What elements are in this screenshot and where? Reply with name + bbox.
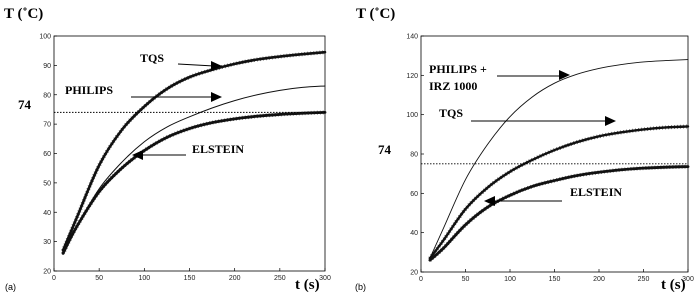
x-tick-label-a-4: 200 [228,275,241,282]
x-tick-label-b-5: 250 [637,276,650,283]
x-tick-label-a-1: 50 [95,275,104,282]
svg-text:ELSTEIN: ELSTEIN [570,185,623,199]
reference-label-b: 74 [378,142,391,157]
series-markers-a-elstein [63,112,325,253]
svg-text:PHILIPS +: PHILIPS + [429,62,487,76]
y-axis-title-a: T (˚C) [4,6,44,22]
tick-group-a [39,34,331,283]
x-tick-label-b-4: 200 [593,276,605,283]
svg-text:TQS: TQS [439,106,464,120]
x-tick-label-b-1: 50 [461,276,470,283]
y-tick-label-a-6: 80 [43,92,51,100]
y-tick-label-a-3: 50 [43,180,51,188]
y-tick-label-b-2: 60 [410,190,418,198]
annotation-philips-irz-b [429,62,570,93]
x-tick-label-a-5: 250 [273,275,286,282]
y-tick-label-b-6: 140 [406,33,418,41]
x-axis-title-a: t (s) [295,277,320,293]
x-tick-label-a-0: 0 [52,275,56,282]
annotation-philips-a [65,83,222,102]
svg-text:PHILIPS: PHILIPS [65,83,114,97]
x-tick-label-b-2: 100 [504,276,516,283]
svg-text:TQS: TQS [140,51,165,65]
annotation-elstein-b [484,185,622,206]
y-tick-label-a-0: 20 [43,268,51,276]
panel-label-b: (b) [355,282,366,292]
chart-panel-b [355,6,694,293]
x-axis-title-b: t (s) [661,277,686,293]
annotation-tqs-b [439,106,616,126]
y-tick-label-b-4: 100 [406,112,418,120]
y-tick-label-a-8: 100 [39,33,51,41]
x-tick-label-b-3: 150 [548,276,561,283]
series-line-a-philips [63,86,325,253]
svg-text:ELSTEIN: ELSTEIN [192,142,245,156]
y-tick-label-b-1: 40 [410,230,418,238]
plot-frame-a [54,36,325,271]
y-tick-label-b-5: 120 [406,72,418,80]
reference-label-a: 74 [18,97,31,112]
y-tick-label-a-2: 40 [43,209,51,217]
annotation-tqs-a [140,51,222,71]
chart-panel-a [4,6,331,293]
series-line-a-elstein [63,112,325,253]
y-tick-label-b-3: 80 [410,151,418,159]
x-tick-label-a-2: 100 [138,275,151,282]
y-tick-label-a-1: 30 [43,239,51,247]
panel-label-a: (a) [5,282,16,292]
x-tick-label-b-6: 300 [682,276,694,283]
y-tick-label-b-0: 20 [410,269,418,277]
x-tick-label-b-0: 0 [419,276,423,283]
x-tick-label-a-6: 300 [319,275,331,282]
series-line-b-elstein [430,167,688,261]
svg-text:IRZ 1000: IRZ 1000 [429,79,478,93]
x-tick-label-a-3: 150 [183,275,196,282]
y-axis-title-b: T (˚C) [356,6,396,22]
series-markers-b-tqs [430,126,688,258]
y-tick-label-a-5: 70 [43,121,51,129]
y-tick-label-a-4: 60 [43,151,51,158]
annotation-elstein-a [132,142,244,160]
y-tick-label-a-7: 90 [43,62,51,70]
